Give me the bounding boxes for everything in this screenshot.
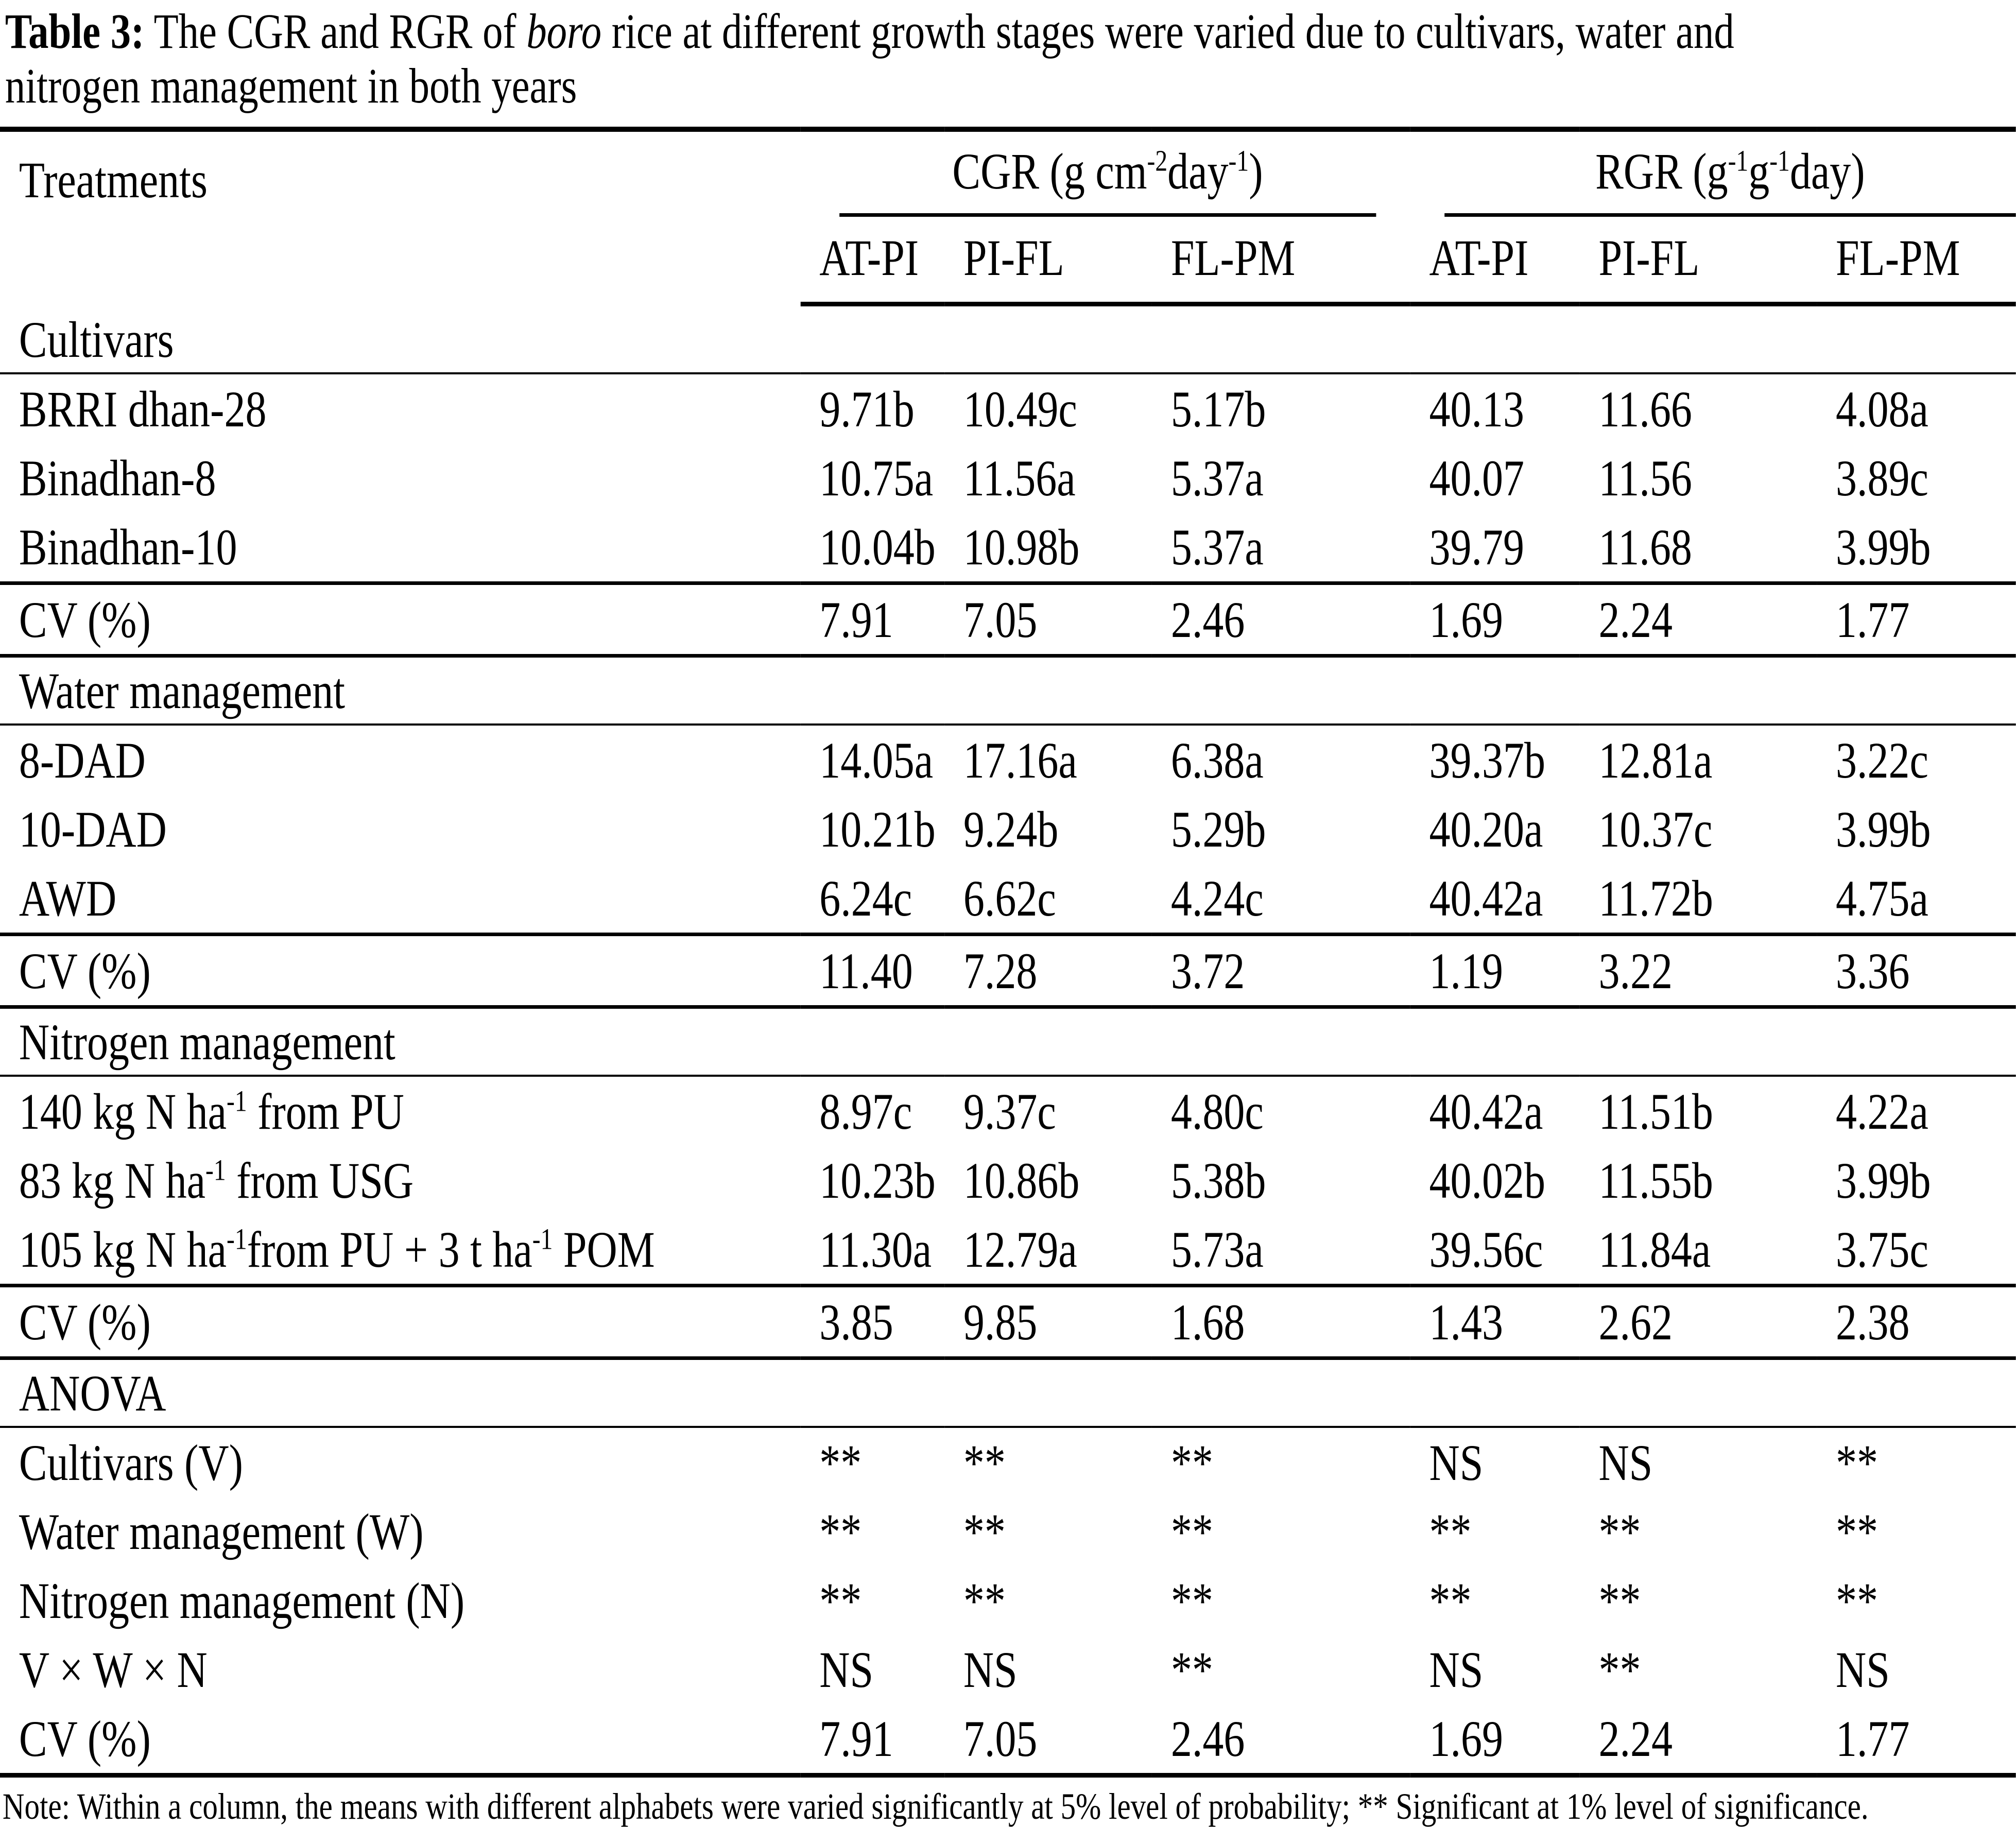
table-row	[0, 1146, 2016, 1215]
section-header: Cultivars	[0, 304, 2016, 374]
value-cell: 11.72b	[1580, 864, 1817, 935]
value-cell: 17.16a	[963, 731, 1077, 789]
value-cell: 2.24	[1598, 1710, 1673, 1767]
table-row	[0, 1704, 2016, 1776]
value-cell: 4.80c	[1170, 1082, 1264, 1140]
value-cell: 10.21b	[819, 800, 936, 858]
row-label-cell: Water management (W)	[19, 1503, 424, 1560]
value-cell: 11.55b	[1598, 1151, 1713, 1209]
value-cell: **	[819, 1572, 862, 1629]
value-cell: 10.04b	[800, 512, 944, 583]
value-cell: NS	[963, 1641, 1018, 1698]
value-cell: **	[963, 1503, 1006, 1560]
value-cell: 3.99b	[1836, 800, 1931, 858]
value-cell: 40.02b	[1429, 1151, 1545, 1209]
value-cell: 5.17b	[1170, 380, 1266, 438]
value-cell: 5.73a	[1152, 1215, 1410, 1286]
row-label-cell: 83 kg N $ha^{-1}$ from USG	[19, 1151, 414, 1209]
value-cell: 10.86b	[963, 1151, 1080, 1209]
value-cell: 1.69	[1429, 1710, 1503, 1767]
row-label-cell: AWD	[0, 864, 800, 935]
value-cell: **	[1170, 1641, 1213, 1698]
value-cell: 40.42a	[1429, 1082, 1543, 1140]
value-cell: 6.38a	[1170, 731, 1264, 789]
group-header-row	[0, 129, 2016, 217]
value-cell: 4.08a	[1836, 380, 1928, 438]
value-cell: NS	[819, 1641, 874, 1698]
value-cell: NS	[1429, 1434, 1484, 1491]
caption-text-1: The CGR and RGR of	[144, 4, 527, 59]
value-cell: 11.66	[1598, 380, 1692, 438]
value-cell: 1.77	[1836, 1710, 1910, 1767]
value-cell: 4.22a	[1836, 1082, 1928, 1140]
value-cell: 3.89c	[1836, 449, 1928, 507]
footnote: Note: Within a column, the means with different alphabets were varied significantly at 5% level of probability; ** Significant at 1% level of significance.	[2, 1786, 1869, 1827]
value-cell: 5.37a	[1152, 512, 1410, 583]
row-label-cell: Cultivars (V)	[19, 1434, 243, 1491]
caption-text-2: rice at different growth stages were varied due to cultivars, water and	[601, 4, 1734, 59]
value-cell: 11.68	[1580, 512, 1817, 583]
value-cell: 3.85	[800, 1286, 944, 1358]
value-cell: 39.37b	[1429, 731, 1545, 789]
value-cell: NS	[1836, 1641, 1890, 1698]
value-cell: **	[1170, 1503, 1213, 1560]
value-cell: **	[1598, 1572, 1641, 1629]
cgr-group-label: CGR (g $cm^{-2}day^{-1}$)	[839, 143, 1376, 217]
value-cell: 11.51b	[1598, 1082, 1713, 1140]
value-cell: **	[963, 1572, 1006, 1629]
value-cell: 2.46	[1152, 583, 1410, 656]
table-row	[0, 1076, 2016, 1146]
caption-italic: boro	[526, 4, 602, 59]
value-cell: 39.79	[1410, 512, 1580, 583]
caption-line2: nitrogen management in both years	[5, 58, 577, 113]
value-cell: **	[1598, 1503, 1641, 1560]
value-cell: 4.24c	[1152, 864, 1410, 935]
value-cell: 7.28	[944, 935, 1152, 1007]
value-cell: 5.38b	[1170, 1151, 1266, 1209]
table-row	[0, 1215, 2016, 1286]
value-cell: 3.22	[1580, 935, 1817, 1007]
row-label-cell: 8-DAD	[19, 731, 146, 789]
value-cell: 12.81a	[1598, 731, 1713, 789]
value-cell: **	[1429, 1572, 1472, 1629]
value-cell: **	[1836, 1434, 1879, 1491]
table-row	[0, 1566, 2016, 1635]
value-cell: **	[819, 1434, 862, 1491]
table-row	[0, 795, 2016, 864]
value-cell: 6.62c	[944, 864, 1152, 935]
value-cell: 9.24b	[963, 800, 1059, 858]
value-cell: 4.75a	[1817, 864, 2016, 935]
section-header: Nitrogen management	[0, 1007, 2016, 1076]
section-header: Water management	[0, 656, 2016, 725]
caption-label: Table 3:	[5, 4, 145, 59]
section-header-row	[0, 656, 2016, 725]
value-cell: 1.68	[1152, 1286, 1410, 1358]
subheader-cgr-at-pi: AT-PI	[800, 217, 944, 304]
value-cell: 9.37c	[963, 1082, 1056, 1140]
subheader-cgr-fl-pm: FL-PM	[1152, 217, 1410, 304]
value-cell: 2.24	[1580, 583, 1817, 656]
cgr-group-header	[800, 129, 1410, 217]
section-header-row	[0, 304, 2016, 374]
table-row	[0, 583, 2016, 656]
value-cell: 1.19	[1410, 935, 1580, 1007]
value-cell: 40.07	[1429, 449, 1524, 507]
value-cell: 11.40	[800, 935, 944, 1007]
value-cell: 3.36	[1817, 935, 2016, 1007]
table-row	[0, 725, 2016, 795]
table-row	[0, 1286, 2016, 1358]
value-cell: **	[1836, 1572, 1879, 1629]
value-cell: **	[1429, 1503, 1472, 1560]
value-cell: 11.56	[1598, 449, 1692, 507]
value-cell: 14.05a	[819, 731, 934, 789]
value-cell: 1.69	[1410, 583, 1580, 656]
treatments-header-label: Treatments	[19, 151, 208, 209]
row-label-cell: 10-DAD	[19, 800, 167, 858]
value-cell: 1.77	[1817, 583, 2016, 656]
row-label-cell: 140 kg N $ha^{-1}$ from PU	[19, 1082, 404, 1140]
table-caption	[0, 4, 2016, 113]
value-cell: 9.85	[944, 1286, 1152, 1358]
value-cell: 5.29b	[1170, 800, 1266, 858]
table-row	[0, 373, 2016, 443]
value-cell: 2.46	[1170, 1710, 1245, 1767]
value-cell: NS	[1598, 1434, 1653, 1491]
table-row	[0, 512, 2016, 583]
value-cell: 40.42a	[1410, 864, 1580, 935]
value-cell: 2.38	[1817, 1286, 2016, 1358]
value-cell: 7.91	[819, 1710, 893, 1767]
value-cell: **	[1836, 1503, 1879, 1560]
row-label-cell: 105 kg N $ha^{-1}from$ PU + 3 t $ha^{-1}$ POM	[0, 1215, 800, 1286]
value-cell: **	[1170, 1572, 1213, 1629]
value-cell: 5.37a	[1170, 449, 1264, 507]
row-label-cell: CV (%)	[0, 935, 800, 1007]
value-cell: 11.56a	[963, 449, 1076, 507]
value-cell: 11.84a	[1580, 1215, 1817, 1286]
table-row	[0, 1427, 2016, 1497]
value-cell: 10.75a	[819, 449, 934, 507]
row-label-cell: Nitrogen management (N)	[19, 1572, 465, 1629]
subheader-rgr-fl-pm: FL-PM	[1817, 217, 2016, 304]
value-cell: 11.30a	[800, 1215, 944, 1286]
value-cell: 3.75c	[1817, 1215, 2016, 1286]
table-row	[0, 443, 2016, 512]
table-row	[0, 935, 2016, 1007]
row-label-cell: CV (%)	[0, 583, 800, 656]
value-cell: **	[819, 1503, 862, 1560]
value-cell: 9.71b	[819, 380, 915, 438]
table-body	[0, 304, 2016, 1776]
subheader-rgr-at-pi: AT-PI	[1410, 217, 1580, 304]
value-cell: 6.24c	[800, 864, 944, 935]
value-cell: 40.20a	[1429, 800, 1543, 858]
row-label-cell: BRRI dhan-28	[19, 380, 267, 438]
row-label-cell: Binadhan-10	[0, 512, 800, 583]
value-cell: NS	[1429, 1641, 1484, 1698]
row-label-cell: Binadhan-8	[19, 449, 216, 507]
row-label-cell: CV (%)	[0, 1286, 800, 1358]
section-header: ANOVA	[0, 1358, 2016, 1427]
rgr-group-label: RGR $(g^{-1}g^{-1}day)$	[1444, 143, 2016, 217]
results-table	[0, 127, 2016, 1778]
subheader-rgr-pi-fl: PI-FL	[1580, 217, 1817, 304]
value-cell: 10.37c	[1598, 800, 1713, 858]
row-label-cell: V × W × N	[19, 1641, 208, 1698]
value-cell: 8.97c	[819, 1082, 912, 1140]
value-cell: 3.99b	[1817, 512, 2016, 583]
value-cell: 10.98b	[944, 512, 1152, 583]
value-cell: 12.79a	[944, 1215, 1152, 1286]
table-row	[0, 1635, 2016, 1704]
value-cell: **	[1598, 1641, 1641, 1698]
section-header-row	[0, 1358, 2016, 1427]
value-cell: 7.05	[963, 1710, 1038, 1767]
table-row	[0, 1497, 2016, 1566]
section-header-row	[0, 1007, 2016, 1076]
value-cell: 1.43	[1410, 1286, 1580, 1358]
table-row	[0, 864, 2016, 935]
value-cell: 10.49c	[963, 380, 1077, 438]
value-cell: 3.99b	[1836, 1151, 1931, 1209]
value-cell: 3.22c	[1836, 731, 1928, 789]
value-cell: 2.62	[1580, 1286, 1817, 1358]
subheader-cgr-pi-fl: PI-FL	[944, 217, 1152, 304]
value-cell: 39.56c	[1410, 1215, 1580, 1286]
value-cell: 40.13	[1429, 380, 1524, 438]
treatments-header	[0, 129, 800, 304]
row-label-cell: CV (%)	[19, 1710, 151, 1767]
value-cell: **	[1170, 1434, 1213, 1491]
value-cell: 3.72	[1152, 935, 1410, 1007]
value-cell: 7.91	[800, 583, 944, 656]
value-cell: 7.05	[944, 583, 1152, 656]
value-cell: **	[963, 1434, 1006, 1491]
value-cell: 10.23b	[819, 1151, 936, 1209]
rgr-group-header	[1410, 129, 2016, 217]
